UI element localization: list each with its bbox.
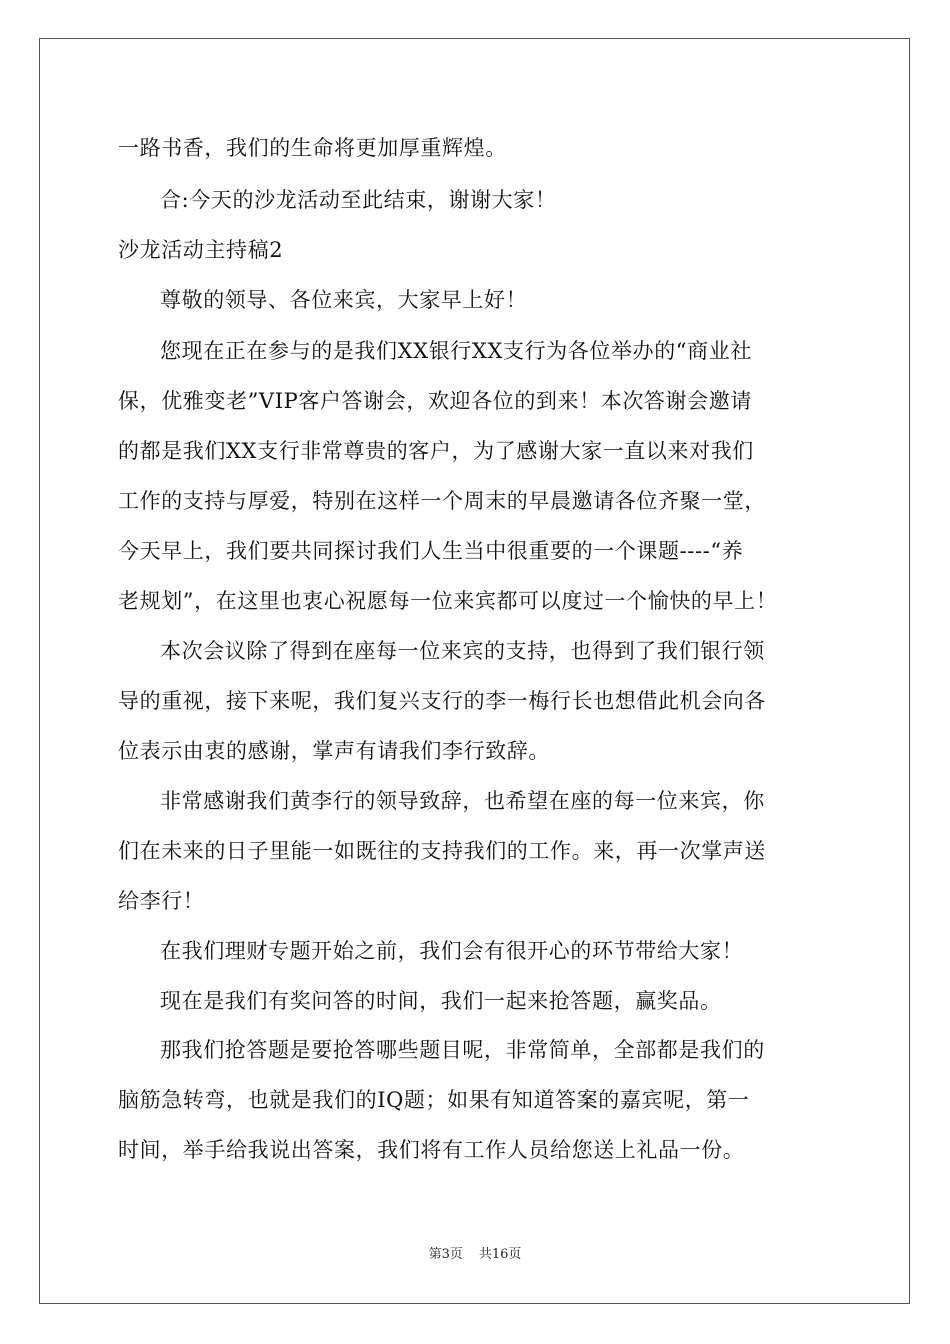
body-line-4: 尊敬的领导、各位来宾，大家早上好！: [160, 288, 528, 312]
body-line-20: 脑筋急转弯，也就是我们的IQ题；如果有知道答案的嘉宾呢，第一: [118, 1088, 750, 1112]
body-line-14: 非常感谢我们黄李行的领导致辞，也希望在座的每一位来宾，你: [160, 789, 765, 813]
page-number: 第3页: [428, 1247, 463, 1262]
body-line-21: 时间，举手给我说出答案，我们将有工作人员给您送上礼品一份。: [118, 1138, 745, 1162]
body-line-10: 老规划”，在这里也衷心祝愿每一位来宾都可以度过一个愉快的早上！: [118, 589, 778, 613]
page-footer: [0, 1247, 950, 1263]
section-heading: 沙龙活动主持稿2: [118, 238, 284, 262]
body-line-17: 在我们理财专题开始之前，我们会有很开心的环节带给大家！: [160, 939, 744, 963]
body-line-12: 导的重视，接下来呢，我们复兴支行的李一梅行长也想借此机会向各: [118, 689, 766, 713]
page-border: [39, 38, 910, 1304]
body-line-9: 今天早上，我们要共同探讨我们人生当中很重要的一个课题----“养: [118, 539, 744, 563]
body-line-13: 位表示由衷的感谢，掌声有请我们李行致辞。: [118, 739, 550, 763]
page-total: 共16页: [478, 1247, 522, 1262]
body-line-7: 的都是我们XX支行非常尊贵的客户，为了感谢大家一直以来对我们: [118, 439, 754, 463]
body-line-6: 保，优雅变老”VIP客户答谢会，欢迎各位的到来！本次答谢会邀请: [118, 389, 752, 413]
body-line-8: 工作的支持与厚爱，特别在这样一个周末的早晨邀请各位齐聚一堂，: [118, 489, 766, 513]
body-line-15: 们在未来的日子里能一如既往的支持我们的工作。来，再一次掌声送: [118, 839, 766, 863]
body-line-5: 您现在正在参与的是我们XX银行XX支行为各位举办的“商业社: [160, 339, 752, 363]
body-line-19: 那我们抢答题是要抢答哪些题目呢，非常简单，全部都是我们的: [160, 1038, 765, 1062]
body-line-11: 本次会议除了得到在座每一位来宾的支持，也得到了我们银行领: [160, 639, 765, 663]
body-line-16: 给李行！: [118, 889, 205, 913]
body-line-2: 合:今天的沙龙活动至此结束，谢谢大家！: [160, 188, 557, 212]
body-line-1: 一路书香，我们的生命将更加厚重辉煌。: [118, 136, 507, 160]
body-line-18: 现在是我们有奖问答的时间，我们一起来抢答题，赢奖品。: [160, 989, 722, 1013]
